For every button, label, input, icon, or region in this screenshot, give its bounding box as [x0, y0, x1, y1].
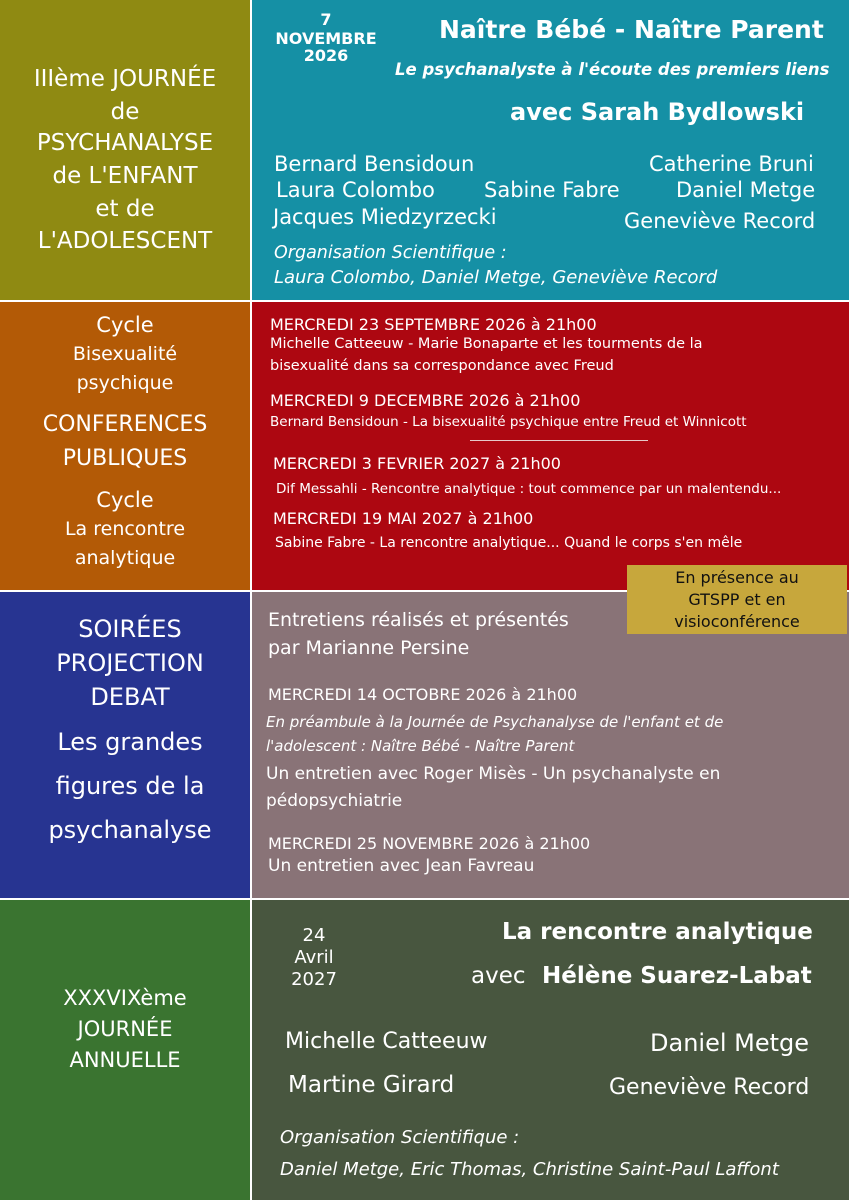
cycle-label: Cycle [96, 313, 154, 337]
soiree-date: MERCREDI 25 NOVEMBRE 2026 à 21h00 [268, 834, 591, 853]
cycle-name: La rencontre [64, 518, 186, 540]
speaker-name: Sabine Fabre [484, 178, 620, 202]
conference-date: MERCREDI 3 FEVRIER 2027 à 21h00 [273, 454, 561, 473]
conference-date: MERCREDI 9 DECEMBRE 2026 à 21h00 [270, 391, 581, 410]
conference-date: MERCREDI 19 MAI 2027 à 21h00 [273, 509, 534, 528]
presence-line: GTSPP et en [688, 590, 786, 609]
soirees-heading: SOIRÉES [78, 615, 182, 643]
guest-speaker: Hélène Suarez-Labat [542, 963, 812, 989]
cycle-name: analytique [74, 547, 176, 569]
organisation-names: Laura Colombo, Daniel Metge, Geneviève Record [274, 267, 718, 288]
soirees-series: figures de la [55, 772, 205, 800]
soiree-desc: Un entretien avec Jean Favreau [268, 856, 535, 876]
presence-notice [627, 565, 847, 634]
conferences-heading: PUBLIQUES [62, 446, 188, 471]
soiree-date: MERCREDI 14 OCTOBRE 2026 à 21h00 [268, 685, 578, 704]
divider [470, 440, 648, 441]
conference-desc: Bernard Bensidoun - La bisexualité psychique entre Freud et Winnicott [270, 414, 747, 430]
journee-annuelle-title-panel [0, 900, 250, 1200]
speaker-name: Geneviève Record [624, 209, 816, 233]
event-date-day: 7 [320, 10, 332, 29]
journee-enfant-title-line: L'ADOLESCENT [37, 228, 213, 254]
journee-annuelle-title-line: ANNUELLE [69, 1048, 181, 1072]
journee-enfant-title-line: de L'ENFANT [52, 163, 198, 189]
soiree-desc: pédopsychiatrie [266, 791, 403, 811]
conference-desc: Sabine Fabre - La rencontre analytique... Quand le corps s'en mêle [275, 535, 743, 551]
speaker-name: Daniel Metge [676, 178, 816, 202]
soirees-intro: par Marianne Persine [268, 637, 470, 659]
conference-desc: Michelle Catteeuw - Marie Bonaparte et les tourments de la [270, 336, 703, 352]
journee-enfant-title-line: PSYCHANALYSE [36, 130, 214, 156]
speaker-name: Bernard Bensidoun [274, 152, 475, 176]
journee-annuelle-title-line: JOURNÉE [77, 1017, 173, 1041]
presence-line: En présence au [675, 568, 799, 587]
journee-enfant-title-line: IIIème JOURNÉE [33, 66, 217, 92]
soirees-intro: Entretiens réalisés et présentés [268, 609, 569, 631]
event-date-month: Avril [294, 947, 334, 968]
conferences-title-panel [0, 302, 250, 590]
speaker-name: Laura Colombo [276, 178, 435, 202]
soirees-series: psychanalyse [48, 816, 212, 844]
event-date-year: 2026 [303, 46, 349, 65]
journee-enfant-details [252, 0, 849, 300]
journee-enfant-title-line: de [110, 99, 140, 125]
soiree-preamble: En préambule à la Journée de Psychanalyse de l'enfant et de [266, 713, 724, 731]
soiree-preamble: l'adolescent : Naître Bébé - Naître Parent [266, 737, 575, 755]
conference-date: MERCREDI 23 SEPTEMBRE 2026 à 21h00 [270, 315, 597, 334]
cycle-name: psychique [76, 372, 174, 394]
soirees-series: Les grandes [57, 728, 203, 756]
speaker-name: Michelle Catteeuw [285, 1029, 488, 1054]
soirees-schedule [252, 592, 849, 898]
event-date-year: 2027 [291, 969, 337, 990]
soirees-heading: DEBAT [90, 683, 170, 711]
soirees-title-panel [0, 592, 250, 898]
event-subtitle: Le psychanalyste à l'écoute des premiers liens [395, 60, 830, 79]
conferences-heading: CONFERENCES [42, 412, 208, 437]
soirees-heading: PROJECTION [56, 649, 204, 677]
journee-enfant-title-panel [0, 0, 250, 300]
event-title: Naître Bébé - Naître Parent [439, 15, 824, 44]
organisation-label: Organisation Scientifique : [280, 1127, 520, 1148]
journee-annuelle-details [252, 900, 849, 1200]
journee-enfant-title-line: et de [95, 196, 155, 222]
event-title: La rencontre analytique [502, 919, 813, 945]
event-date-month: NOVEMBRE [275, 29, 377, 48]
guest-speaker: avec Sarah Bydlowski [510, 98, 805, 126]
event-date-day: 24 [302, 925, 326, 946]
presence-line: visioconférence [674, 612, 800, 631]
soiree-desc: Un entretien avec Roger Misès - Un psychanalyste en [266, 764, 721, 784]
conferences-schedule [252, 302, 849, 590]
cycle-label: Cycle [96, 488, 154, 512]
conference-desc: Dif Messahli - Rencontre analytique : tout commence par un malentendu... [276, 481, 782, 497]
organisation-names: Daniel Metge, Eric Thomas, Christine Saint-Paul Laffont [280, 1159, 779, 1180]
speaker-name: Martine Girard [288, 1072, 455, 1098]
journee-annuelle-title-line: XXXVIXème [63, 986, 187, 1010]
speaker-name: Catherine Bruni [649, 152, 814, 176]
conference-desc: bisexualité dans sa correspondance avec Freud [270, 358, 614, 374]
cycle-name: Bisexualité [72, 343, 178, 365]
speaker-name: Daniel Metge [650, 1029, 810, 1057]
organisation-label: Organisation Scientifique : [274, 243, 507, 263]
speaker-name: Jacques Miedzyrzecki [273, 205, 497, 229]
speaker-name: Geneviève Record [609, 1075, 810, 1100]
guest-prefix: avec [471, 963, 526, 989]
